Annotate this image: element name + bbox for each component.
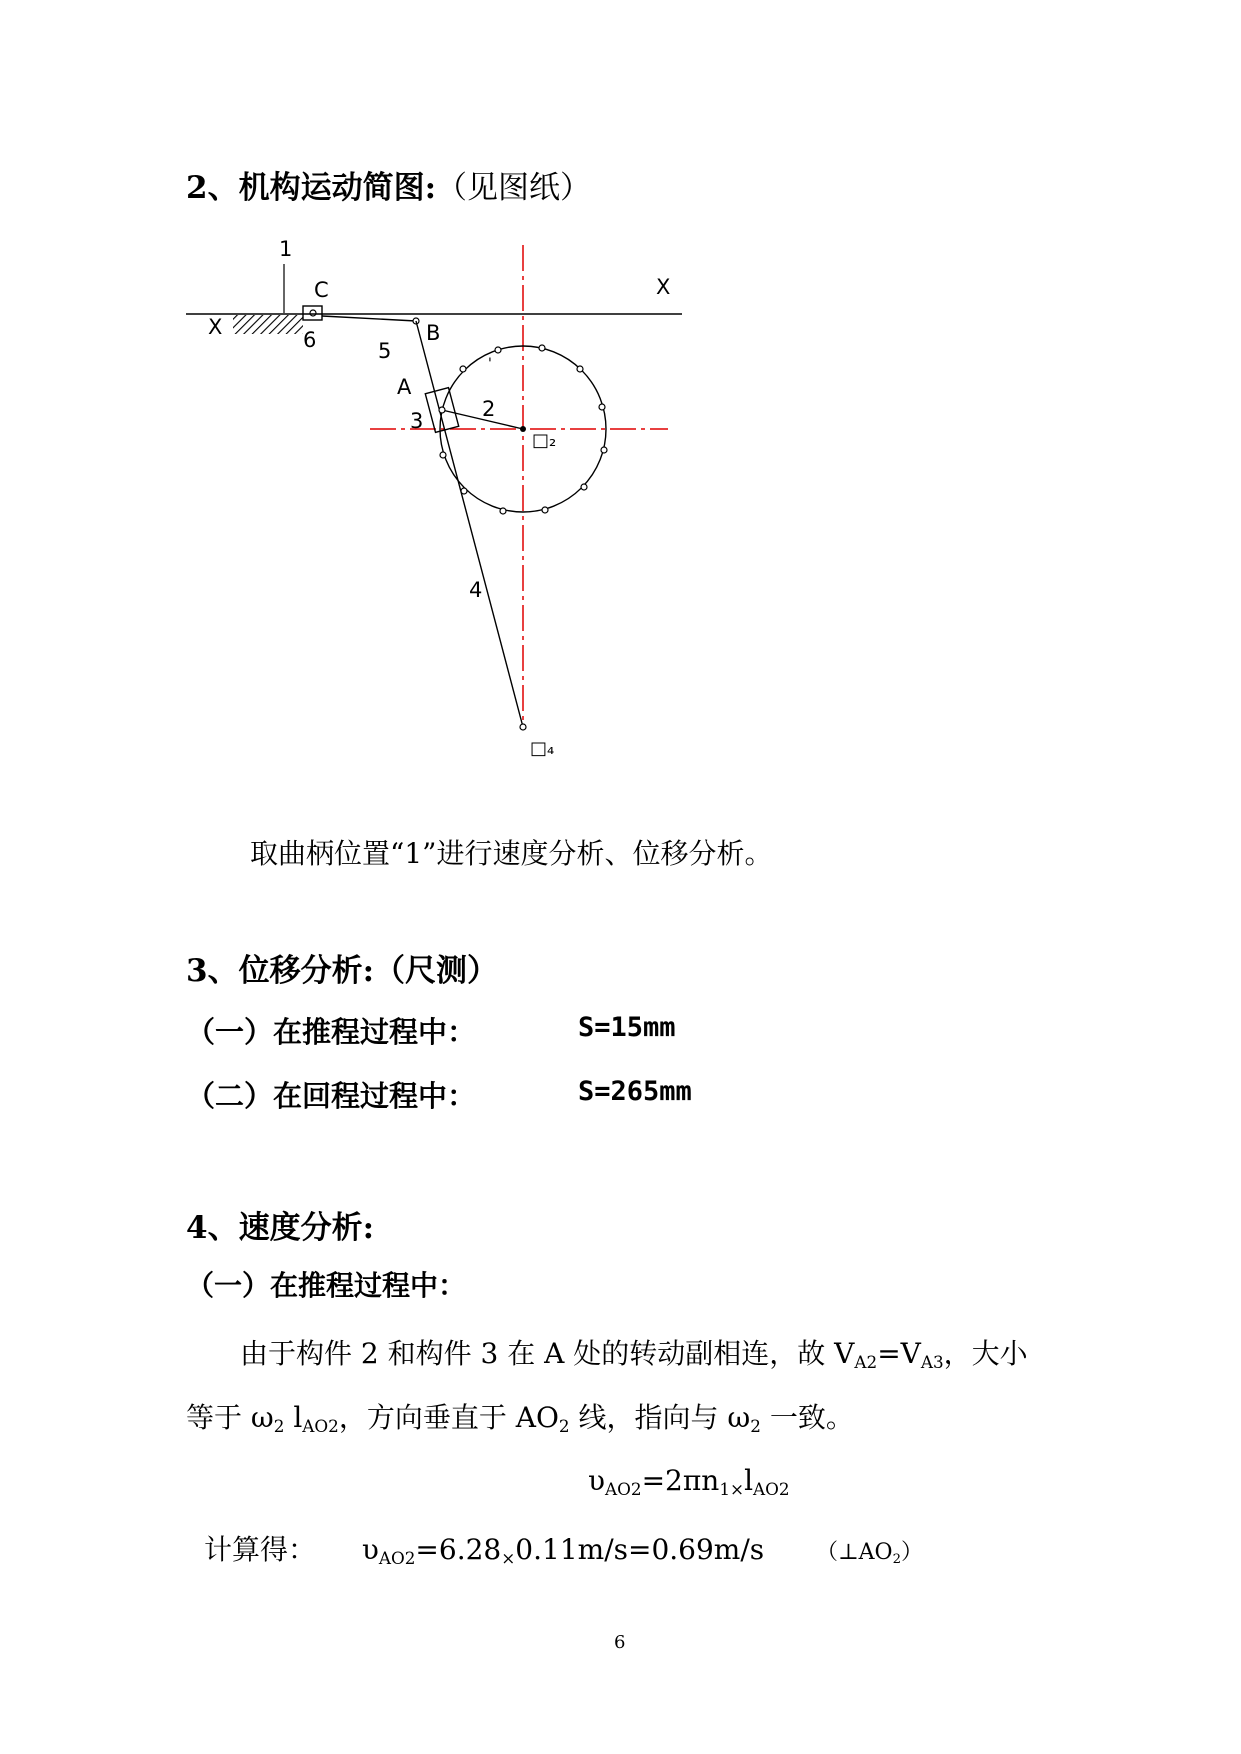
ground-hatch: [233, 315, 303, 334]
label-a: A: [397, 375, 412, 399]
section-3-row-1-label: （一）在推程过程中：: [186, 1015, 477, 1049]
label-o4: □₄: [530, 738, 555, 759]
label-5: 5: [378, 339, 392, 363]
label-b: B: [426, 321, 441, 345]
section-3-row-2-value: S=265mm: [578, 1076, 692, 1107]
section-3-row-1-value: S=15mm: [578, 1012, 676, 1043]
section-3-row-2-label: （二）在回程过程中：: [186, 1079, 477, 1113]
joint-o4: [520, 724, 526, 730]
velocity-text-line-1: 由于构件 2 和构件 3 在 A 处的转动副相连，故 $V_{A2}=V_{A3}$，大小: [240, 1337, 1028, 1373]
section-4-subheading: （一）在推程过程中：: [186, 1269, 467, 1302]
slider-c: [303, 306, 322, 320]
joint-a: [439, 407, 445, 413]
link-4: [416, 321, 523, 727]
joint-o2: [520, 426, 526, 432]
page-number: 6: [614, 1632, 626, 1653]
label-c: C: [314, 278, 329, 302]
velocity-text-line-2: 等于 $\omega_2$ $l_{AO2}$，方向垂直于 $AO_2$ 线，指向与 $\omega_2$ 一致。: [186, 1401, 854, 1437]
velocity-result: 计算得： $\upsilon_{AO2}=6.28_\times 0.11m/s=0.69m/s$ $(\perp AO_2)$: [204, 1533, 923, 1569]
label-3: 3: [410, 409, 424, 433]
label-2: 2: [482, 397, 496, 421]
section-4-heading: 4、速度分析:: [186, 1210, 375, 1246]
link-5: [322, 316, 416, 321]
mechanism-diagram: [0, 0, 1241, 800]
result-label: 计算得：: [204, 1533, 317, 1566]
label-4: 4: [469, 578, 483, 602]
label-x-right: X: [656, 275, 671, 299]
label-tick: ': [488, 356, 492, 372]
figure-caption: 取曲柄位置“1”进行速度分析、位移分析。: [250, 837, 773, 870]
joint-c: [310, 310, 316, 316]
result-note: $(\perp AO_2)$: [815, 1540, 923, 1567]
section-2-title: 2、机构运动简图:: [186, 170, 437, 206]
velocity-formula: $\upsilon_{AO2}=2\pi n_{1\times}l_{AO2}$: [588, 1464, 790, 1500]
label-x-left: X: [208, 315, 223, 339]
section-2-note: （见图纸）: [436, 170, 592, 206]
label-1: 1: [279, 237, 293, 261]
label-6: 6: [303, 328, 317, 352]
section-3-heading: 3、位移分析:（尺测）: [186, 953, 499, 989]
label-o2: □₂: [532, 430, 557, 451]
